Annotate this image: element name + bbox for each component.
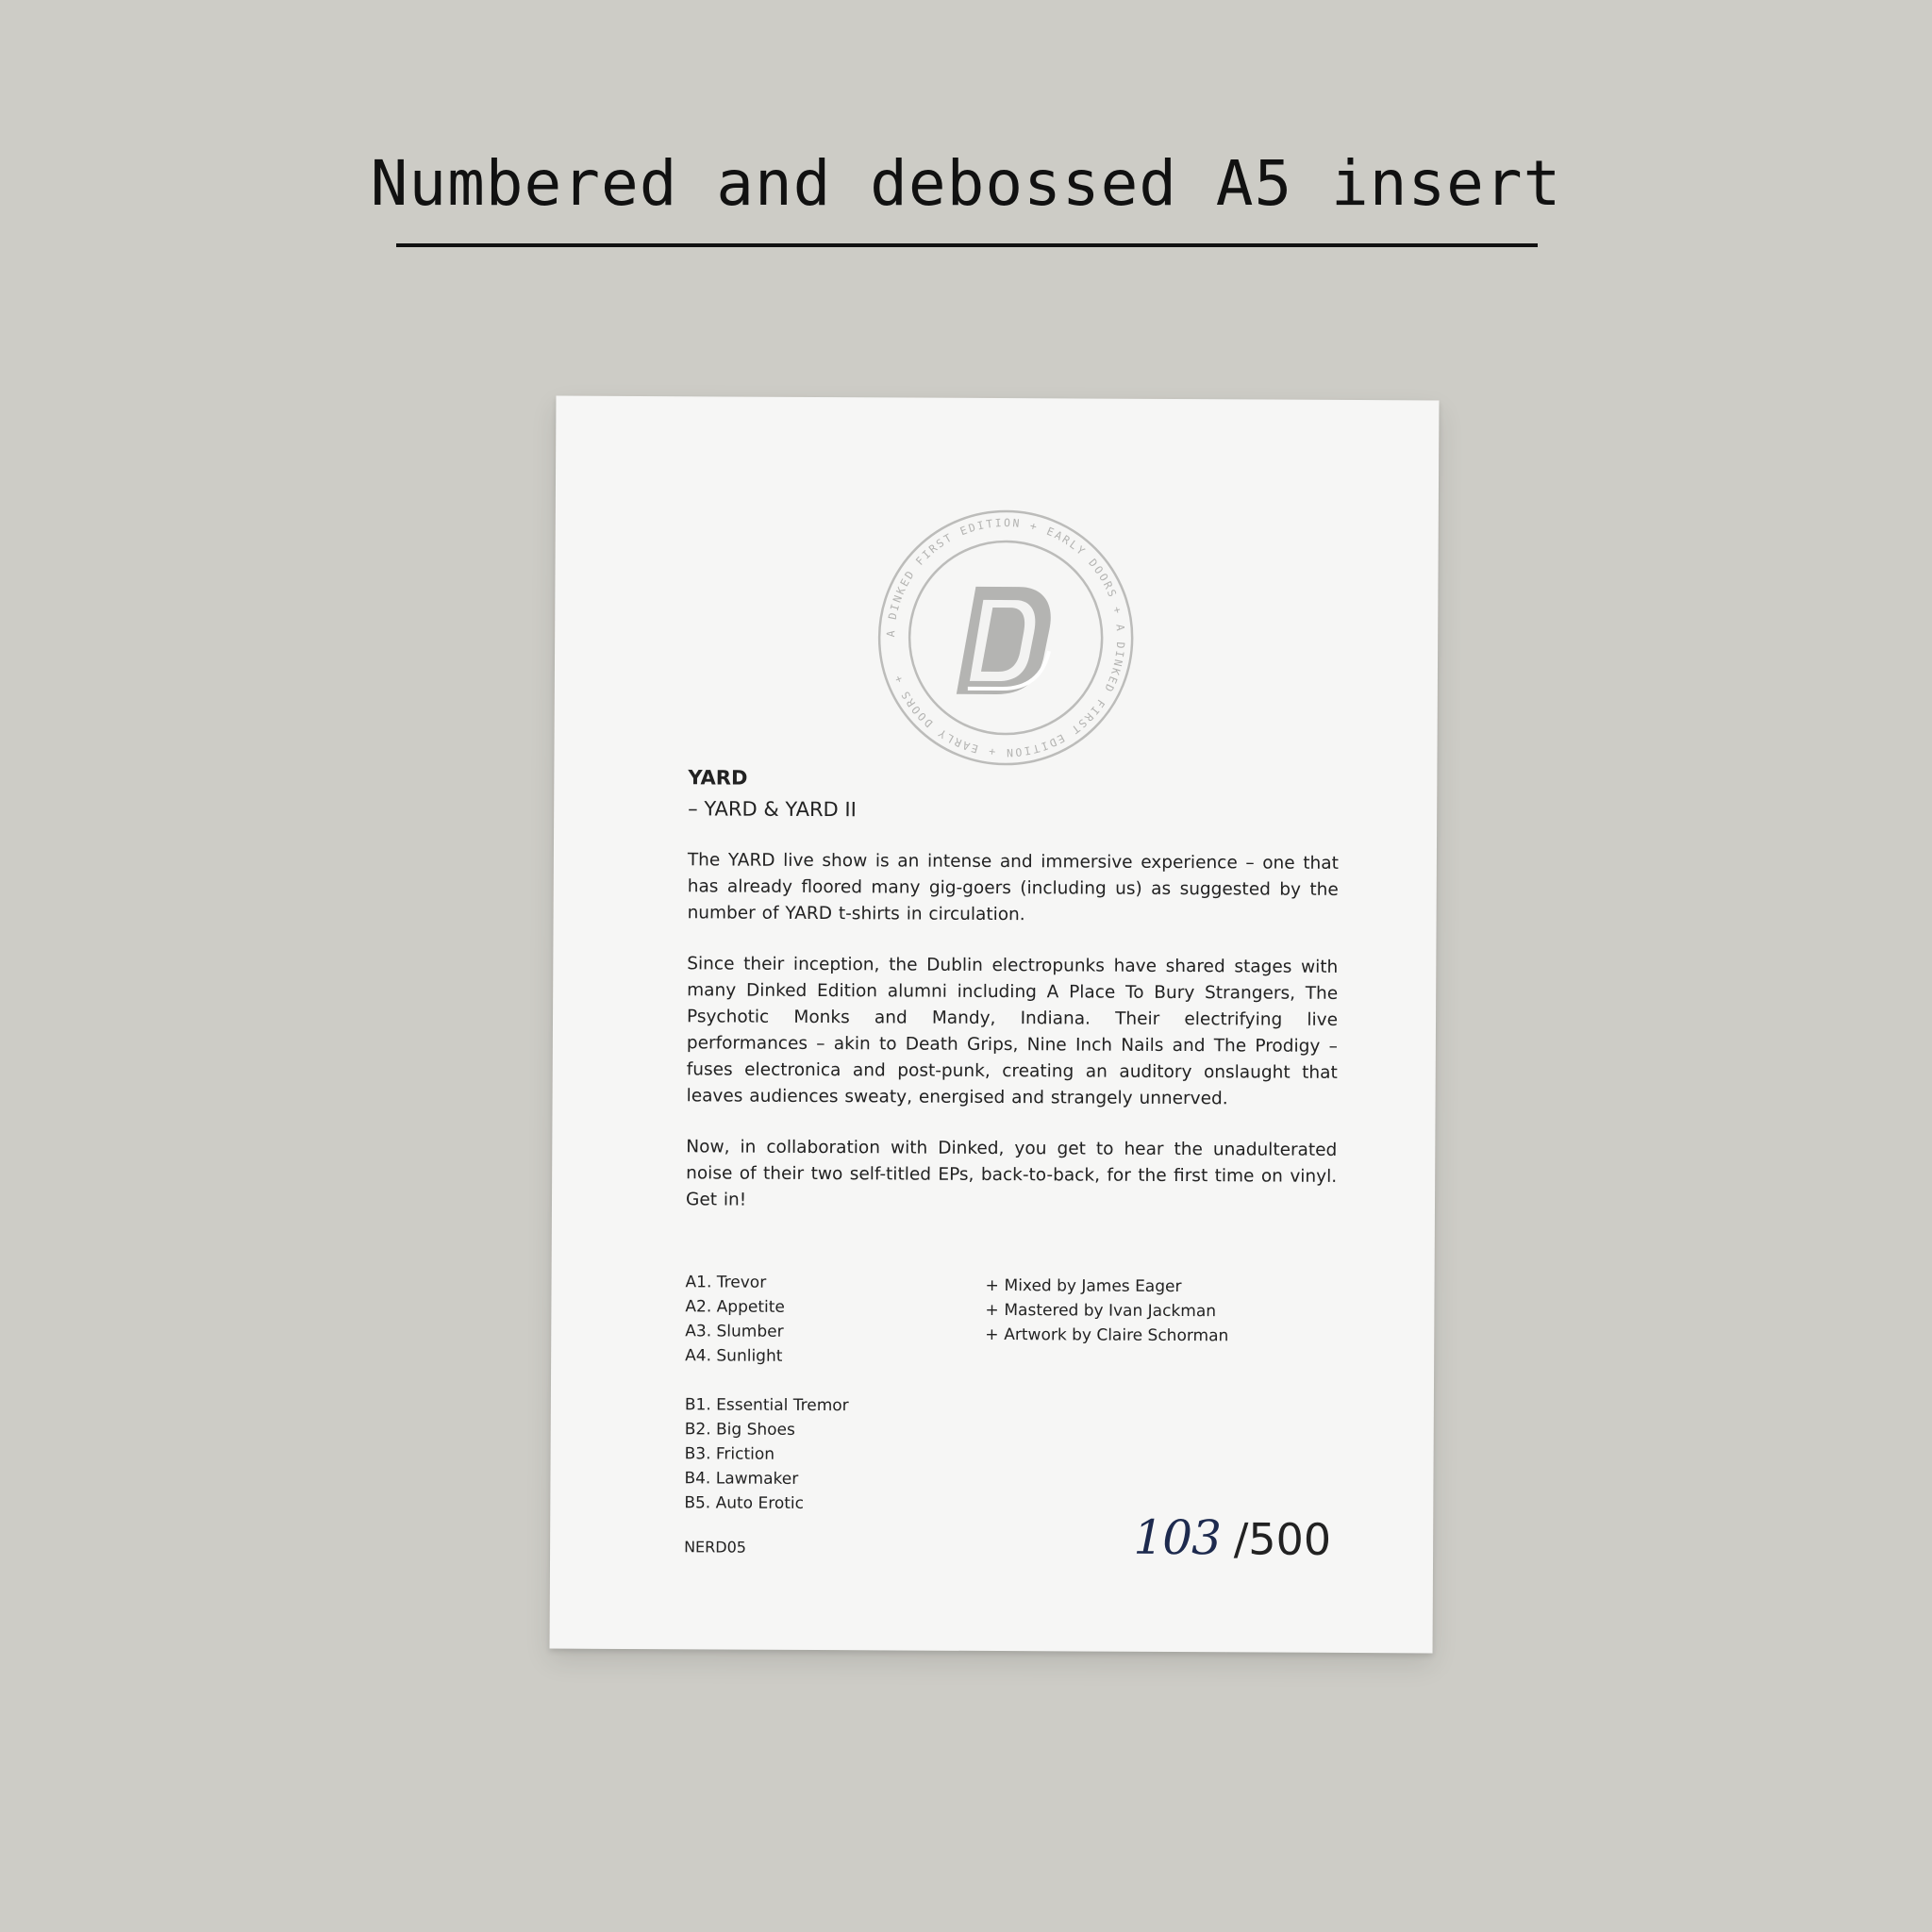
track-item: B5. Auto Erotic (684, 1493, 805, 1513)
track-item: B2. Big Shoes (684, 1420, 795, 1440)
page-headline: Numbered and debossed A5 insert (370, 147, 1562, 220)
seal-ring-text: A DINKED FIRST EDITION + EARLY DOORS + A DINKED FIRST EDITION + EARLY DOORS + (884, 515, 1128, 760)
plus-icon: + (985, 1324, 999, 1345)
track-item: A3. Slumber (685, 1322, 784, 1341)
track-item: A2. Appetite (685, 1297, 785, 1317)
credit-text: Mixed by James Eager (1004, 1276, 1182, 1297)
track-and-credits (684, 1270, 1336, 1519)
credit-item (985, 1323, 1343, 1349)
credit-item (985, 1298, 1343, 1324)
release-subtitle: – YARD & YARD II (688, 797, 857, 822)
track-item: B3. Friction (684, 1444, 775, 1464)
handwritten-edition-number: 103 (1133, 1509, 1221, 1566)
description-paragraph: Now, in collaboration with Dinked, you get to hear the unadulterated noise of their two self-titled EPs, back-to-back, for the first time on vinyl. Get in! (685, 1137, 1338, 1210)
catalog-number: NERD05 (684, 1538, 747, 1557)
release-title: YARD (688, 766, 748, 790)
credit-text: Mastered by Ivan Jackman (1004, 1301, 1217, 1322)
track-item: A1. Trevor (685, 1273, 767, 1292)
plus-icon: + (985, 1300, 999, 1321)
tracklist (684, 1270, 968, 1517)
release-notes (686, 760, 1340, 1217)
description-paragraph: Since their inception, the Dublin electropunks have shared stages with many Dinked Edition alumni including A Place To Bury Strangers, The Psychotic Monks and Mandy, Indiana. Their electrifying live performances – akin to Death Grips, Nine Inch Nails and The Prodigy – fuses electronica and post-punk, creating an auditory onslaught that leaves audiences sweaty, energised and strangely unnerved. (686, 954, 1339, 1109)
credit-text: Artwork by Claire Schorman (1004, 1325, 1229, 1346)
track-item: B4. Lawmaker (684, 1469, 799, 1489)
tracklist-side-b (684, 1392, 968, 1517)
credits-list (985, 1274, 1343, 1349)
edition-separator: / (1233, 1513, 1249, 1565)
description-paragraph: The YARD live show is an intense and immersive experience – one that has already floored many gig-goers (including us) as suggested by the number of YARD t-shirts in circulation. (687, 850, 1339, 925)
debossed-seal (876, 508, 1134, 766)
track-item: A4. Sunlight (685, 1346, 783, 1366)
a5-insert-sheet (550, 396, 1440, 1654)
edition-total: 500 (1248, 1513, 1332, 1565)
tracklist-side-a (685, 1270, 969, 1370)
credit-item (985, 1274, 1343, 1300)
edition-number (1133, 1510, 1331, 1566)
plus-icon: + (985, 1275, 999, 1296)
headline-underline (396, 243, 1538, 247)
d-logo-icon (957, 587, 1051, 695)
track-item: B1. Essential Tremor (684, 1395, 849, 1416)
